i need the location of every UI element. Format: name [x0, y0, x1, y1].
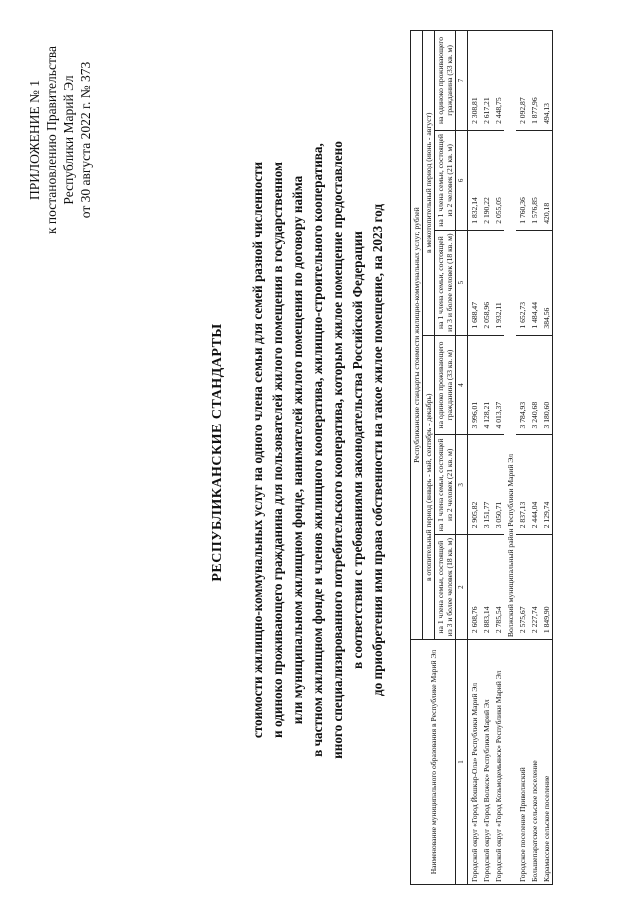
table-cell: 3 151,77 [480, 435, 492, 535]
table-row-name: Городской округ «Город Йошкар-Ола» Республики Марий Эл [468, 640, 481, 885]
empty-cell [504, 640, 516, 885]
appendix-date: от 30 августа 2022 г. № 373 [78, 61, 93, 219]
table-row-name: Городской округ «Город Козьмодемьянск» Республики Марий Эл [492, 640, 504, 885]
header-sub: на 1 члена семьи, состоящей из 2 человек (21 кв. м) [435, 130, 456, 230]
table-cell: 2 905,82 [468, 435, 481, 535]
document-subtitle [248, 85, 388, 815]
table-cell: 2 129,74 [540, 435, 553, 535]
table-cell: 2 444,04 [528, 435, 540, 535]
table-cell: 1 849,90 [540, 535, 553, 640]
table-row-name: Карамасское сельское поселение [540, 640, 553, 885]
table-row-name: Городское поселение Приволжский [516, 640, 528, 885]
table-cell: 1 688,47 [468, 230, 481, 335]
subtitle-line: и одиноко проживающего гражданина для пользователей жилого помещения в государственном [270, 162, 285, 738]
table-cell: 2 448,75 [492, 31, 504, 131]
table-cell: 1 652,73 [516, 230, 528, 335]
standards-table [410, 30, 553, 885]
table-cell: 2 227,74 [528, 535, 540, 640]
table-cell: 3 240,68 [528, 335, 540, 435]
column-index: 3 [456, 435, 468, 535]
table-cell: 2 575,67 [516, 535, 528, 640]
appendix-header [26, 25, 94, 255]
table-row-name: Большепаратское сельское поселение [528, 640, 540, 885]
table-cell: 420,18 [540, 130, 553, 230]
header-heating-period: в отопительный период (январь - май, сентябрь - декабрь) [423, 335, 435, 640]
table-cell: 3 784,93 [516, 335, 528, 435]
header-sub: на 1 члена семьи, состоящей из 3 и более человек (18 кв. м) [435, 230, 456, 335]
header-sub: на 1 члена семьи, состоящей из 2 человек (21 кв. м) [435, 435, 456, 535]
header-nonheating-period: в межотопительный период (июнь - август) [423, 31, 435, 336]
table-cell: 1 760,36 [516, 130, 528, 230]
appendix-republic: Республики Марий Эл [61, 75, 76, 205]
appendix-number: ПРИЛОЖЕНИЕ № 1 [27, 79, 42, 201]
table-cell: 2 308,81 [468, 31, 481, 131]
table-cell: 1 484,44 [528, 230, 540, 335]
column-index: 4 [456, 335, 468, 435]
table-cell: 4 013,37 [492, 335, 504, 435]
appendix-ref: к постановлению Правительства [44, 45, 59, 235]
header-municipality: Наименование муниципального образования в Республике Марий Эл [411, 640, 456, 885]
table-cell: 4 128,21 [480, 335, 492, 435]
column-index: 1 [456, 640, 468, 885]
header-group: Республиканские стандарты стоимости жилищно-коммунальных услуг, рублей [411, 31, 423, 640]
column-index: 7 [456, 31, 468, 131]
table-cell: 3 050,71 [492, 435, 504, 535]
column-index: 6 [456, 130, 468, 230]
subtitle-line: в соответствии с требованиями законодательства Российской Федерации [350, 231, 365, 669]
table-cell: 2 617,21 [480, 31, 492, 131]
document-title: РЕСПУБЛИКАНСКИЕ СТАНДАРТЫ [210, 323, 225, 582]
table-cell: 1 832,14 [468, 130, 481, 230]
table-cell: 384,56 [540, 230, 553, 335]
column-index: 5 [456, 230, 468, 335]
header-sub: на одиноко проживающего гражданина (33 кв. м) [435, 31, 456, 131]
table-cell: 2 055,05 [492, 130, 504, 230]
header-sub: на 1 члена семьи, состоящей из 3 и более человек (18 кв. м) [435, 535, 456, 640]
subtitle-line: иного специализированного потребительского кооператива, которым жилое помещение предоставлено [330, 141, 345, 759]
header-sub: на одиноко проживающего гражданина (33 кв. м) [435, 335, 456, 435]
table-cell: 2 837,13 [516, 435, 528, 535]
column-index: 2 [456, 535, 468, 640]
table-cell: 2 058,96 [480, 230, 492, 335]
subtitle-line: до приобретения ими права собственности на такое жилое помещение, на 2023 год [370, 203, 385, 697]
table-row-name: Городской округ «Город Волжск» Республики Марий Эл [480, 640, 492, 885]
table-cell: 494,13 [540, 31, 553, 131]
subtitle-line: стоимости жилищно-коммунальных услуг на одного члена семьи для семей разной численности [250, 161, 265, 739]
table-cell: 2 785,54 [492, 535, 504, 640]
subtitle-line: в частном жилищном фонде и членов жилищного кооператива, жилищно-строительного кооператива, [310, 143, 325, 757]
table-cell: 2 883,14 [480, 535, 492, 640]
table-cell: 1 932,11 [492, 230, 504, 335]
table-cell: 2 190,22 [480, 130, 492, 230]
table-cell: 1 576,85 [528, 130, 540, 230]
table-cell: 2 092,87 [516, 31, 528, 131]
table-cell: 2 608,76 [468, 535, 481, 640]
table-cell: 3 996,01 [468, 335, 481, 435]
district-heading: Волжский муниципальный район Республики Марий Эл [504, 31, 516, 640]
table-cell: 3 180,60 [540, 335, 553, 435]
table-cell: 1 877,96 [528, 31, 540, 131]
subtitle-line: или муниципальном жилищном фонде, нанимателей жилого помещения по договору найма [290, 175, 305, 725]
